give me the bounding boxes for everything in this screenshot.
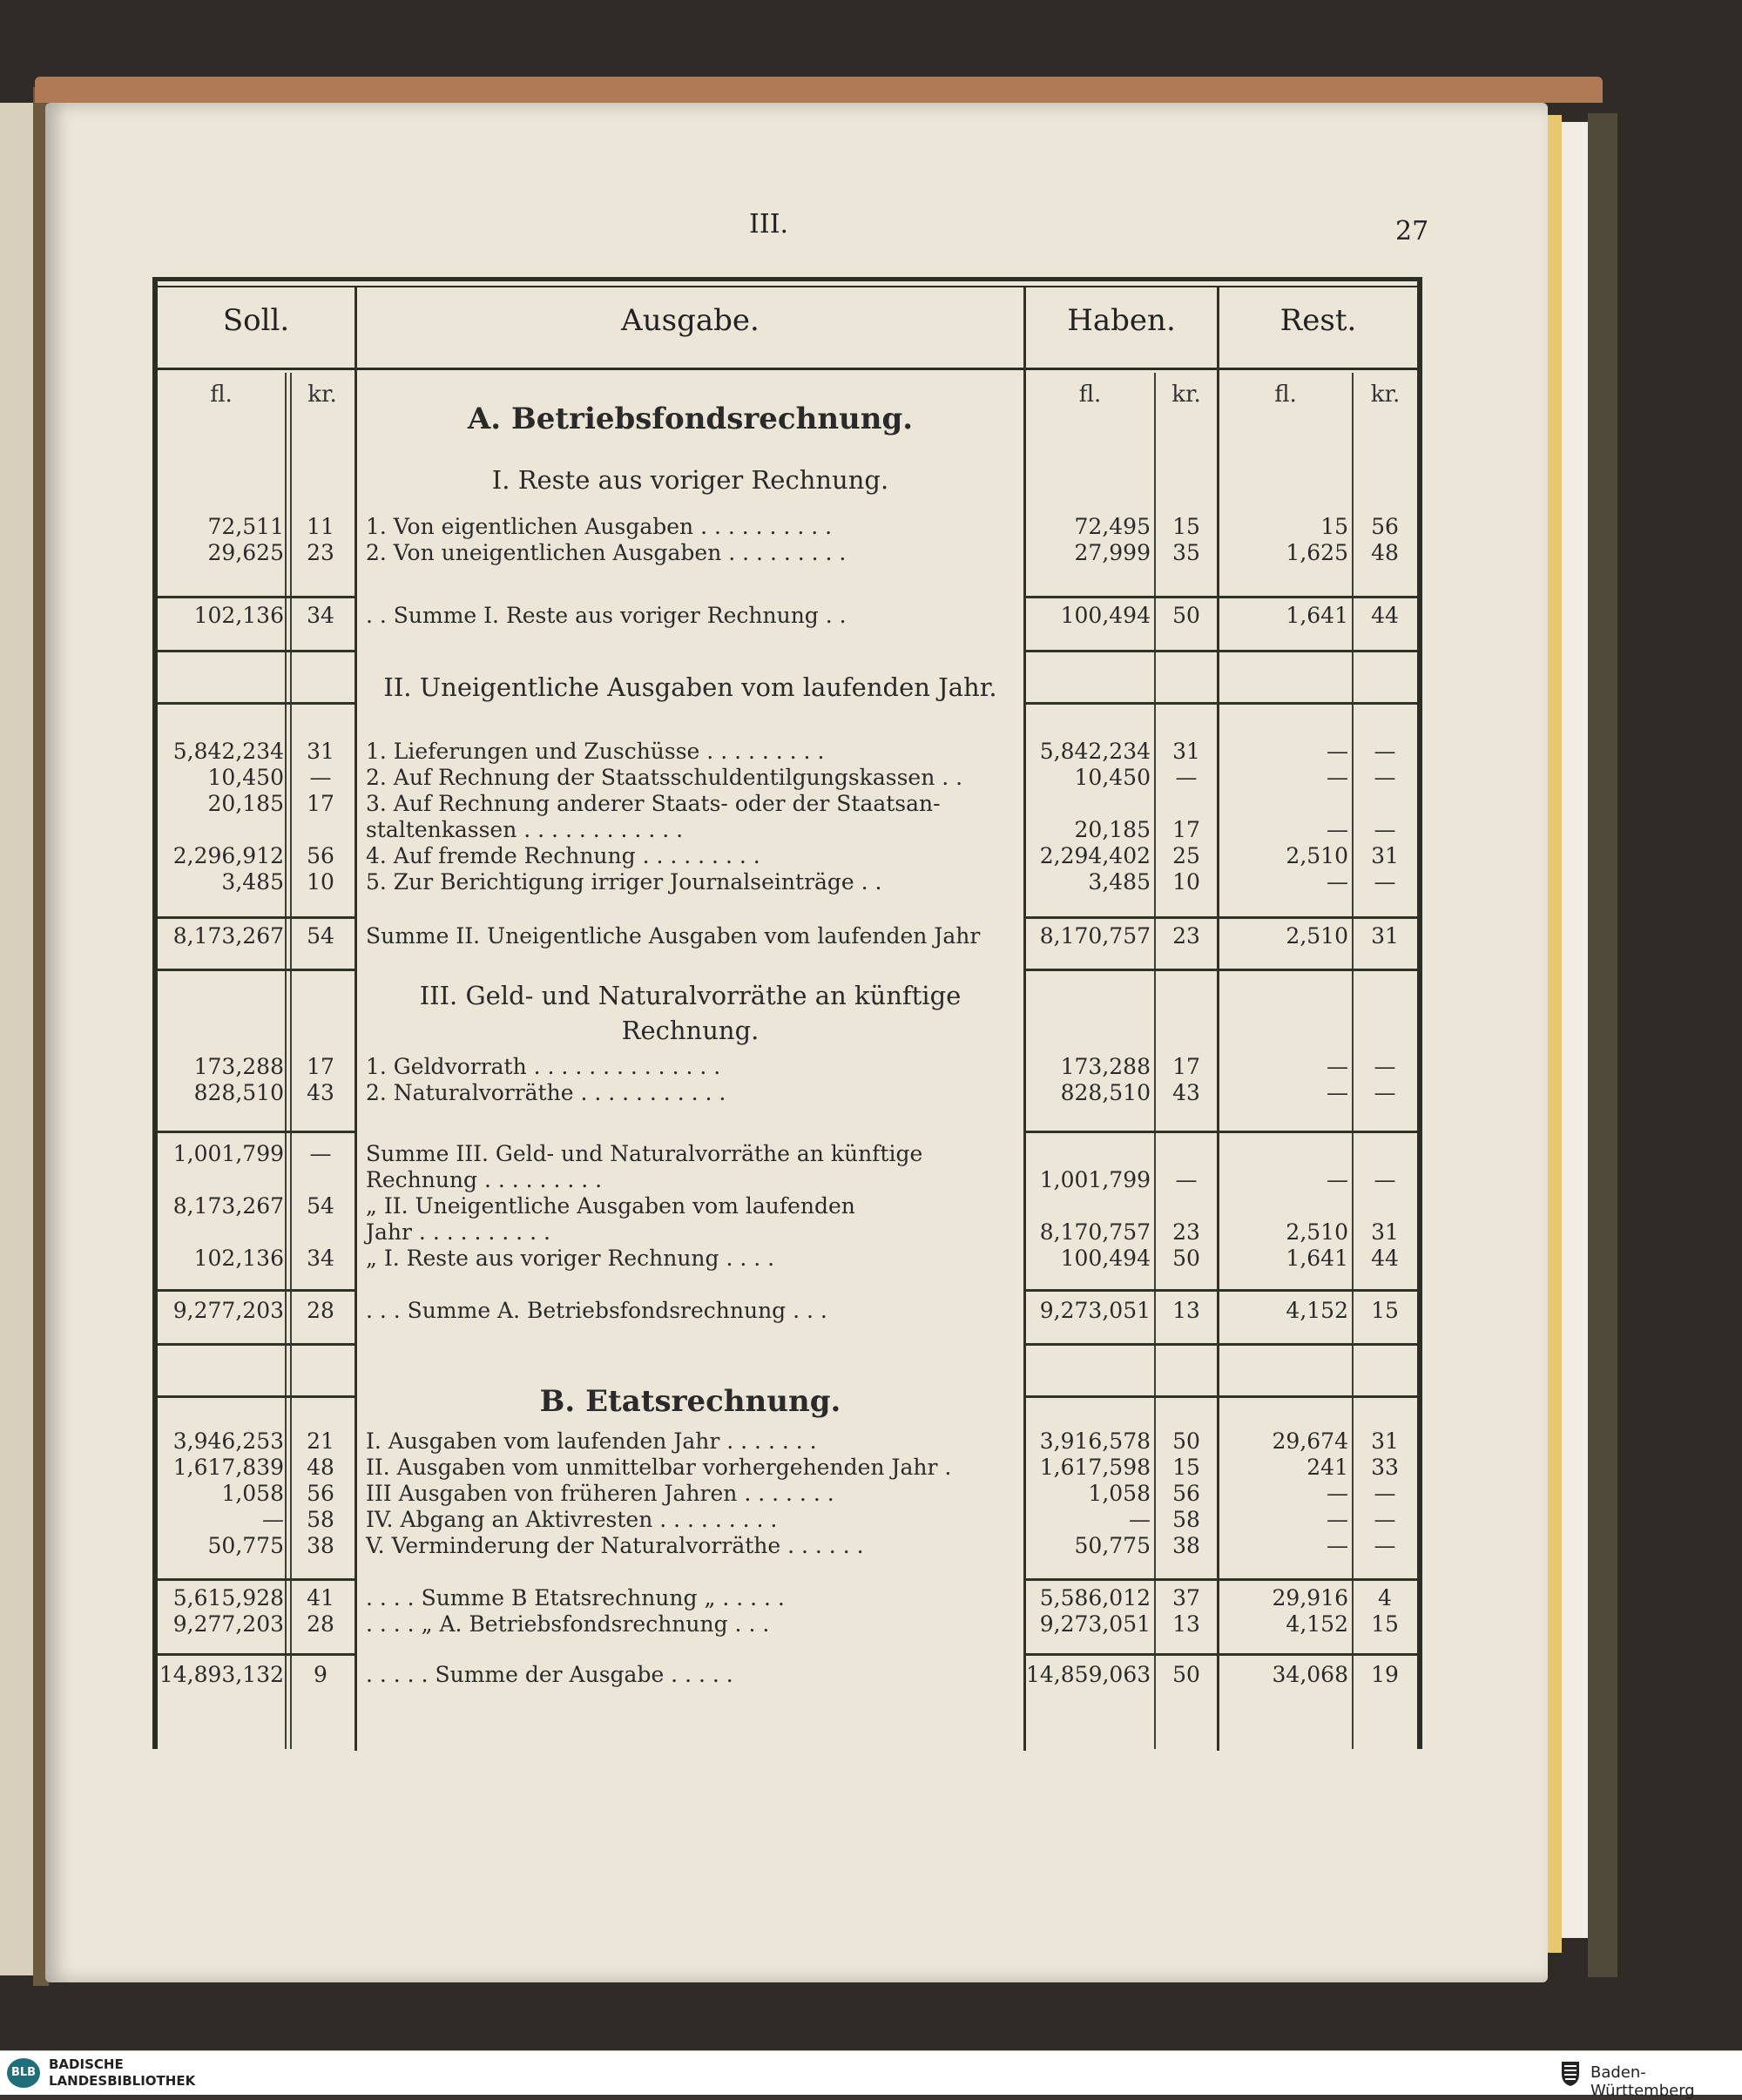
cell-soll-fl: 20,185: [207, 791, 284, 816]
cell-haben-fl: 9,273,051: [1039, 1611, 1151, 1637]
cell-haben-fl: 8,170,757: [1039, 923, 1151, 949]
cell-soll-fl: 8,173,267: [172, 923, 284, 949]
cell-rest-fl: 1,641: [1286, 1246, 1348, 1271]
cell-rest-kr: —: [1374, 765, 1396, 790]
coat-of-arms-icon: [1559, 2058, 1582, 2088]
row-rule: [1026, 1395, 1417, 1398]
cell-soll-kr: 56: [307, 1481, 334, 1506]
viewer-footer: [0, 2050, 1742, 2100]
cell-haben-kr: 58: [1172, 1507, 1200, 1532]
cell-soll-fl: 8,173,267: [172, 1193, 284, 1219]
unit-haben-kr: kr.: [1171, 382, 1201, 408]
cell-rest-kr: —: [1374, 1481, 1396, 1506]
cell-soll-kr: —: [309, 765, 332, 790]
cell-soll-kr: 21: [307, 1428, 334, 1454]
cell-soll-fl: 102,136: [193, 603, 284, 628]
cell-soll-kr: 34: [307, 1246, 334, 1271]
header-rule: [152, 368, 1422, 370]
cell-soll-fl: 1,617,839: [172, 1455, 284, 1480]
cell-soll-kr: 54: [307, 1193, 334, 1219]
cell-rest-fl: 2,510: [1286, 1219, 1348, 1245]
row-rule: [158, 1343, 354, 1346]
cell-haben-fl: 5,586,012: [1039, 1585, 1151, 1610]
cell-rest-fl: —: [1327, 869, 1348, 895]
unit-haben-fl: fl.: [1078, 382, 1102, 408]
cell-text: Summe III. Geld- und Naturalvorräthe an künftige: [366, 1141, 923, 1166]
cell-rest-kr: —: [1374, 1080, 1396, 1105]
cell-soll-fl: 5,615,928: [172, 1585, 284, 1610]
cell-rest-fl: —: [1327, 817, 1348, 842]
library-name-line1: BADISCHE: [49, 2056, 124, 2072]
cell-rest-fl: 34,068: [1272, 1662, 1348, 1687]
cell-haben-kr: 10: [1172, 869, 1200, 895]
cell-haben-fl: 173,288: [1060, 1054, 1151, 1079]
cell-rest-fl: 241: [1306, 1455, 1348, 1480]
cell-text: 1. Geldvorrath . . . . . . . . . . . . . .: [366, 1054, 721, 1079]
row-rule: [158, 1131, 354, 1133]
cell-soll-fl: 828,510: [193, 1080, 284, 1105]
row-rule: [1026, 969, 1417, 971]
cell-text: IV. Abgang an Aktivresten . . . . . . . . .: [366, 1507, 778, 1532]
row-rule: [158, 916, 354, 919]
cell-rest-kr: 44: [1371, 603, 1399, 628]
cell-text: 4. Auf fremde Rechnung . . . . . . . . .: [366, 843, 760, 868]
cell-soll-kr: 11: [307, 514, 334, 539]
row-rule: [1026, 702, 1417, 705]
cell-soll-kr: 17: [307, 791, 334, 816]
row-rule: [1026, 1578, 1417, 1581]
cell-text: Rechnung . . . . . . . . .: [366, 1167, 603, 1192]
cell-text: 2. Auf Rechnung der Staatsschuldentilgungskassen . .: [366, 765, 963, 790]
cell-haben-fl: 1,617,598: [1039, 1455, 1151, 1480]
cell-soll-fl: 72,511: [207, 514, 284, 539]
cell-soll-fl: 3,946,253: [172, 1428, 284, 1454]
cell-rest-kr: —: [1374, 1533, 1396, 1558]
cell-rest-fl: 4,152: [1286, 1298, 1348, 1323]
cell-rest-kr: 31: [1371, 923, 1399, 949]
cell-haben-fl: 3,916,578: [1039, 1428, 1151, 1454]
cell-rest-fl: —: [1327, 1507, 1348, 1532]
cell-rest-fl: 2,510: [1286, 923, 1348, 949]
cell-rest-fl: 29,674: [1272, 1428, 1348, 1454]
cell-haben-fl: 50,775: [1074, 1533, 1151, 1558]
section-title-a3-line2: Rechnung.: [621, 1016, 760, 1045]
cell-soll-fl: 173,288: [193, 1054, 284, 1079]
cell-text: „ I. Reste aus voriger Rechnung . . . .: [366, 1246, 775, 1271]
section-header: III.: [749, 209, 789, 240]
cell-haben-fl: 1,001,799: [1039, 1167, 1151, 1192]
row-rule: [158, 650, 354, 652]
cell-haben-kr: 13: [1172, 1611, 1200, 1637]
cell-soll-kr: 28: [307, 1611, 334, 1637]
cell-text: Jahr . . . . . . . . . .: [366, 1219, 550, 1245]
cell-rest-kr: —: [1374, 739, 1396, 764]
cell-soll-fl: 10,450: [207, 765, 284, 790]
cell-haben-fl: —: [1129, 1507, 1151, 1532]
page-edge-gilt: [1548, 115, 1562, 1953]
section-title-b: B. Etatsrechnung.: [539, 1384, 841, 1419]
row-rule: [158, 1653, 354, 1656]
cell-soll-kr: 43: [307, 1080, 334, 1105]
cell-haben-kr: 13: [1172, 1298, 1200, 1323]
cell-haben-kr: 23: [1172, 923, 1200, 949]
page-number: 27: [1395, 216, 1429, 246]
cell-rest-fl: —: [1327, 1167, 1348, 1192]
section-title-a: A. Betriebsfondsrechnung.: [467, 402, 914, 436]
cell-haben-fl: 20,185: [1074, 817, 1151, 842]
cell-rest-kr: 31: [1371, 843, 1399, 868]
cell-rest-fl: —: [1327, 739, 1348, 764]
cell-text: I. Ausgaben vom laufenden Jahr . . . . . . .: [366, 1428, 817, 1454]
cell-haben-kr: 15: [1172, 514, 1200, 539]
header-soll: Soll.: [222, 303, 290, 338]
cell-rest-kr: 15: [1371, 1298, 1399, 1323]
cell-haben-fl: 9,273,051: [1039, 1298, 1151, 1323]
row-rule: [158, 596, 354, 598]
cell-haben-fl: 100,494: [1060, 1246, 1151, 1271]
row-rule: [1026, 650, 1417, 652]
cell-text: 1. Lieferungen und Zuschüsse . . . . . . . . .: [366, 739, 825, 764]
cell-text: . . . . . Summe der Ausgabe . . . . .: [366, 1662, 733, 1687]
cell-soll-fl: —: [262, 1507, 284, 1532]
cell-haben-fl: 3,485: [1088, 869, 1151, 895]
cell-soll-fl: 5,842,234: [172, 739, 284, 764]
row-rule: [158, 969, 354, 971]
book-cover-top: [35, 77, 1603, 103]
cell-rest-fl: 1,641: [1286, 603, 1348, 628]
cell-rest-kr: —: [1374, 817, 1396, 842]
cell-text: „ II. Uneigentliche Ausgaben vom laufenden: [366, 1193, 855, 1219]
cell-haben-kr: 23: [1172, 1219, 1200, 1245]
cell-text: Summe II. Uneigentliche Ausgaben vom laufenden Jahr: [366, 923, 981, 949]
cell-text: 5. Zur Berichtigung irriger Journalseinträge . .: [366, 869, 882, 895]
cell-haben-fl: 72,495: [1074, 514, 1151, 539]
cell-rest-kr: 4: [1378, 1585, 1392, 1610]
cell-soll-kr: —: [309, 1141, 332, 1166]
cell-soll-kr: 31: [307, 739, 334, 764]
cell-haben-kr: 50: [1172, 1246, 1200, 1271]
cell-haben-kr: 37: [1172, 1585, 1200, 1610]
cell-rest-kr: 15: [1371, 1611, 1399, 1637]
frame-rule-right: [1417, 277, 1422, 1749]
row-rule: [158, 1578, 354, 1581]
cell-soll-kr: 41: [307, 1585, 334, 1610]
cell-rest-fl: —: [1327, 1054, 1348, 1079]
cell-haben-kr: 31: [1172, 739, 1200, 764]
unit-soll-kr: kr.: [307, 382, 337, 408]
row-rule: [1026, 596, 1417, 598]
page-stack-edge: [1562, 122, 1590, 1938]
cell-haben-kr: 35: [1172, 540, 1200, 565]
cell-haben-fl: 828,510: [1060, 1080, 1151, 1105]
cell-haben-kr: 17: [1172, 817, 1200, 842]
cell-text: II. Ausgaben vom unmittelbar vorhergehenden Jahr .: [366, 1455, 952, 1480]
row-rule: [158, 1395, 354, 1398]
section-title-a2: II. Uneigentliche Ausgaben vom laufenden Jahr.: [383, 672, 997, 702]
cell-soll-fl: 102,136: [193, 1246, 284, 1271]
header-ausgabe: Ausgabe.: [621, 303, 760, 338]
cell-haben-kr: 43: [1172, 1080, 1200, 1105]
cell-rest-fl: 2,510: [1286, 843, 1348, 868]
row-rule: [1026, 916, 1417, 919]
cell-haben-kr: 50: [1172, 1662, 1200, 1687]
cell-soll-fl: 1,001,799: [172, 1141, 284, 1166]
library-name-line2: LANDESBIBLIOTHEK: [49, 2073, 196, 2089]
header-rest: Rest.: [1279, 303, 1357, 338]
cell-text: . . . Summe A. Betriebsfondsrechnung . . .: [366, 1298, 827, 1323]
row-rule: [1026, 1343, 1417, 1346]
cell-haben-fl: 1,058: [1088, 1481, 1151, 1506]
cell-haben-fl: 5,842,234: [1039, 739, 1151, 764]
frame-rule-top: [152, 277, 1422, 281]
header-haben: Haben.: [1067, 303, 1176, 338]
cell-soll-kr: 58: [307, 1507, 334, 1532]
cell-text: 2. Von uneigentlichen Ausgaben . . . . . . . . .: [366, 540, 847, 565]
cell-soll-kr: 23: [307, 540, 334, 565]
cell-text: III Ausgaben von früheren Jahren . . . . . . .: [366, 1481, 834, 1506]
cell-soll-fl: 14,893,132: [159, 1662, 284, 1687]
cell-text: V. Verminderung der Naturalvorräthe . . . . . .: [366, 1533, 864, 1558]
cell-rest-kr: —: [1374, 1507, 1396, 1532]
ledger-table: [152, 277, 1422, 1758]
cell-haben-kr: 38: [1172, 1533, 1200, 1558]
cell-text: staltenkassen . . . . . . . . . . . .: [366, 817, 684, 842]
cell-rest-fl: —: [1327, 765, 1348, 790]
cell-haben-kr: 50: [1172, 603, 1200, 628]
cell-haben-kr: —: [1175, 1167, 1198, 1192]
cell-soll-kr: 54: [307, 923, 334, 949]
row-rule: [1026, 1653, 1417, 1656]
unit-rest-fl: fl.: [1274, 382, 1297, 408]
row-rule: [1026, 1131, 1417, 1133]
cell-soll-fl: 50,775: [207, 1533, 284, 1558]
cell-soll-fl: 9,277,203: [172, 1611, 284, 1637]
cell-soll-fl: 2,296,912: [172, 843, 284, 868]
state-label: Baden-Württemberg: [1590, 2063, 1695, 2100]
row-rule: [158, 1289, 354, 1292]
cell-haben-kr: 17: [1172, 1054, 1200, 1079]
cell-text: 2. Naturalvorräthe . . . . . . . . . . .: [366, 1080, 726, 1105]
cell-rest-kr: 56: [1371, 514, 1399, 539]
section-title-a3-line1: III. Geld- und Naturalvorräthe an künftige: [419, 981, 962, 1010]
column-rule-soll-kr-2: [285, 373, 287, 1749]
cell-soll-fl: 1,058: [221, 1481, 284, 1506]
cell-text: 3. Auf Rechnung anderer Staats- oder der Staatsan-: [366, 791, 941, 816]
cell-soll-kr: 10: [307, 869, 334, 895]
blb-logo[interactable]: BLB: [7, 2058, 40, 2088]
row-rule: [158, 702, 354, 705]
cell-haben-fl: 100,494: [1060, 603, 1151, 628]
cell-soll-fl: 29,625: [207, 540, 284, 565]
cell-rest-fl: 4,152: [1286, 1611, 1348, 1637]
cell-rest-fl: 15: [1320, 514, 1348, 539]
unit-soll-fl: fl.: [210, 382, 233, 408]
cell-rest-fl: —: [1327, 1080, 1348, 1105]
left-page-edge: [0, 103, 35, 1975]
cell-rest-fl: 29,916: [1272, 1585, 1348, 1610]
cell-text: . . . . Summe B Etatsrechnung „ . . . . .: [366, 1585, 785, 1610]
cell-text: . . Summe I. Reste aus voriger Rechnung . .: [366, 603, 847, 628]
cell-text: . . . . „ A. Betriebsfondsrechnung . . .: [366, 1611, 770, 1637]
cell-haben-kr: 56: [1172, 1481, 1200, 1506]
frame-rule-top-inner: [152, 286, 1422, 287]
cell-rest-fl: 1,625: [1286, 540, 1348, 565]
cell-rest-kr: 19: [1371, 1662, 1399, 1687]
book-board-right: [1588, 113, 1617, 1977]
cell-haben-fl: 2,294,402: [1039, 843, 1151, 868]
cell-rest-kr: 44: [1371, 1246, 1399, 1271]
section-title-a1: I. Reste aus voriger Rechnung.: [491, 465, 889, 495]
cell-rest-kr: —: [1374, 1167, 1396, 1192]
cell-haben-fl: 27,999: [1074, 540, 1151, 565]
unit-rest-kr: kr.: [1370, 382, 1401, 408]
cell-soll-kr: 48: [307, 1455, 334, 1480]
cell-haben-fl: 14,859,063: [1026, 1662, 1151, 1687]
cell-soll-fl: 9,277,203: [172, 1298, 284, 1323]
cell-rest-kr: 31: [1371, 1428, 1399, 1454]
cell-text: 1. Von eigentlichen Ausgaben . . . . . . . . . .: [366, 514, 833, 539]
cell-soll-kr: 38: [307, 1533, 334, 1558]
cell-haben-fl: 8,170,757: [1039, 1219, 1151, 1245]
cell-haben-kr: 50: [1172, 1428, 1200, 1454]
cell-rest-kr: —: [1374, 869, 1396, 895]
cell-haben-kr: —: [1175, 765, 1198, 790]
cell-soll-kr: 17: [307, 1054, 334, 1079]
cell-haben-kr: 15: [1172, 1455, 1200, 1480]
cell-rest-kr: —: [1374, 1054, 1396, 1079]
cell-haben-kr: 25: [1172, 843, 1200, 868]
row-rule: [1026, 1289, 1417, 1292]
cell-haben-fl: 10,450: [1074, 765, 1151, 790]
cell-rest-kr: 33: [1371, 1455, 1399, 1480]
cell-rest-fl: —: [1327, 1533, 1348, 1558]
cell-soll-kr: 28: [307, 1298, 334, 1323]
cell-rest-kr: 31: [1371, 1219, 1399, 1245]
cell-soll-kr: 34: [307, 603, 334, 628]
cell-rest-kr: 48: [1371, 540, 1399, 565]
cell-soll-kr: 56: [307, 843, 334, 868]
cell-soll-kr: 9: [314, 1662, 327, 1687]
cell-soll-fl: 3,485: [221, 869, 284, 895]
cell-rest-fl: —: [1327, 1481, 1348, 1506]
